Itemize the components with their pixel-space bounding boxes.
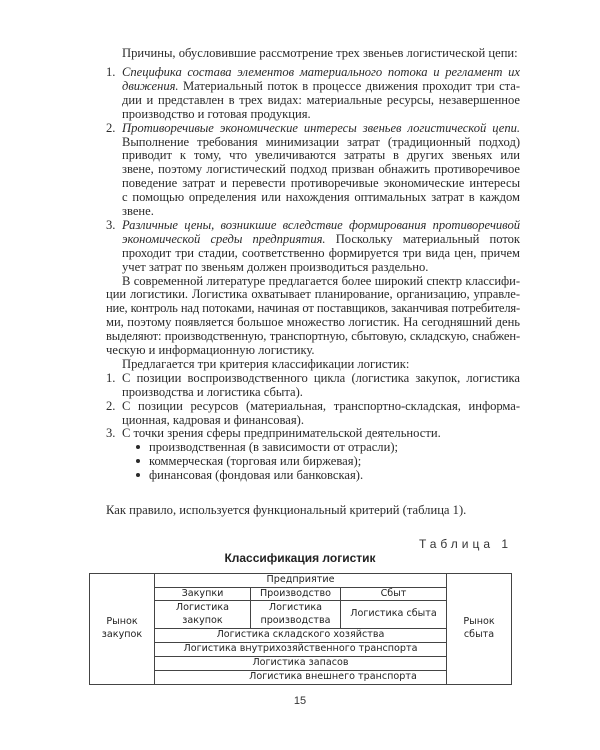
cell-stage: Сбыт: [341, 587, 447, 601]
reason-line: [122, 121, 520, 135]
criteria-intro: Предлагается три критерия классификации логистик:: [122, 356, 410, 371]
reason-line: [122, 65, 520, 79]
line-text: с помощью определения или нахождения оптимальных затрат в каждом: [122, 190, 520, 205]
reason-line: [122, 107, 311, 121]
cell-logistics-row: Логистика запасов: [155, 656, 447, 670]
bullet-icon: [136, 459, 140, 463]
criterion-line: С позиции ресурсов (материальная, транспортно-складская, информа-: [122, 398, 520, 413]
list-number: 2.: [106, 398, 116, 413]
cell-market-right: Рынок сбыта: [447, 574, 512, 685]
list-number: 2.: [106, 120, 116, 135]
reason-line: [122, 260, 428, 274]
reason-line: [122, 176, 520, 190]
cell-market-left: Рынок закупок: [90, 574, 155, 685]
italic-phrase: движения.: [122, 78, 179, 93]
reason-line: [122, 79, 520, 93]
cell-enterprise: Предприятие: [155, 574, 447, 588]
line-text: проходит три стадии, соответственно формируется три вида цен, причем: [122, 245, 520, 260]
table-caption: Таблица 1: [418, 537, 512, 551]
italic-phrase: Различные цены, возникшие вследствие формирования противоречивой: [122, 217, 520, 232]
cell-logistics-row: Логистика складского хозяйства: [155, 629, 447, 643]
paragraph-line: В современной литературе предлагается более широкий спектр классифи-: [122, 273, 520, 288]
paragraph-line: ческую и информационную логистику.: [106, 343, 315, 357]
line-text: Поскольку материальный поток: [325, 231, 520, 246]
paragraph-line: выделяют: производственную, транспортную, сбытовую, складскую, снабжен-: [106, 329, 520, 344]
list-number: 1.: [106, 65, 116, 79]
italic-phrase: Противоречивые экономические интересы звеньев логистической цепи.: [122, 120, 520, 135]
criterion-line: С точки зрения сферы предпринимательской деятельности.: [122, 426, 441, 441]
classification-table: [89, 573, 512, 685]
reason-line: [122, 135, 520, 149]
criterion-line: производства и логистика сбыта).: [122, 384, 303, 399]
bullet-icon: [136, 473, 140, 477]
table-title: Классификация логистик: [224, 551, 376, 565]
reason-line: [122, 148, 520, 162]
reason-line: [122, 204, 154, 218]
line-text: Выполнение требования минимизации затрат (традиционный подход): [122, 134, 520, 149]
cell-stage-logistics: Логистика производства: [251, 601, 341, 629]
page-number: 15: [293, 695, 307, 707]
paragraph-line: ции логистики. Логистика охватывает планирование, организацию, управле-: [106, 287, 520, 302]
paragraph-line: ми, поэтому появляется большое множество логистик. На сегодняшний день: [106, 315, 520, 330]
bullet-item: финансовая (фондовая или банковская).: [149, 468, 364, 483]
intro-text: Причины, обусловившие рассмотрение трех звеньев логистической цепи:: [122, 46, 518, 60]
paragraph-line: ние, контроль над потоками, начиная от поставщиков, заканчивая потребителя-: [106, 301, 520, 316]
reason-line: [122, 190, 520, 204]
list-number: 3.: [106, 217, 116, 232]
italic-phrase: Специфика состава элементов материального потока и регламент их: [122, 65, 520, 79]
bullet-icon: [136, 445, 140, 449]
list-number: 1.: [106, 370, 116, 385]
reason-line: [122, 246, 520, 260]
cell-stage-logistics: Логистика закупок: [155, 601, 251, 629]
line-text: учет затрат по звеньям должен производиться раздельно.: [122, 259, 429, 274]
reason-line: [122, 162, 520, 176]
cell-stage: Закупки: [155, 587, 251, 601]
line-text: поведение затрат и перевести противоречивые экономические интересы: [122, 176, 520, 191]
reason-line: [122, 93, 520, 107]
cell-stage: Производство: [251, 587, 341, 601]
criterion-line: ционная, кадровая и финансовая).: [122, 412, 305, 427]
line-text: звене, поэтому логистический подход призван обнажить противоречивое: [122, 162, 520, 177]
italic-phrase: экономической среды предприятия.: [122, 231, 326, 246]
cell-logistics-row: Логистика внутрихозяйственного транспорта: [155, 643, 447, 657]
reason-line: [122, 232, 520, 246]
line-text: звене.: [122, 204, 154, 218]
line-text: дии и представлен в трех видах: материальные ресурсы, незавершенное: [122, 92, 520, 107]
line-text: приводит к тому, что увеличиваются затраты в других звеньях или: [122, 148, 520, 163]
criterion-line: С позиции воспроизводственного цикла (логистика закупок, логистика: [122, 370, 520, 385]
list-number: 3.: [106, 426, 116, 441]
bullet-item: производственная (в зависимости от отрасли);: [149, 440, 399, 455]
line-text: Материальный поток в процессе движения проходит три ста-: [178, 78, 520, 93]
line-text: производство и готовая продукция.: [122, 106, 311, 121]
cell-external-transport: Логистика внешнего транспорта: [155, 670, 512, 684]
conclusion-text: Как правило, используется функциональный критерий (таблица 1).: [106, 503, 467, 517]
reason-line: [122, 218, 520, 232]
bullet-item: коммерческая (торговая или биржевая);: [149, 454, 362, 469]
cell-stage-logistics: Логистика сбыта: [341, 601, 447, 629]
